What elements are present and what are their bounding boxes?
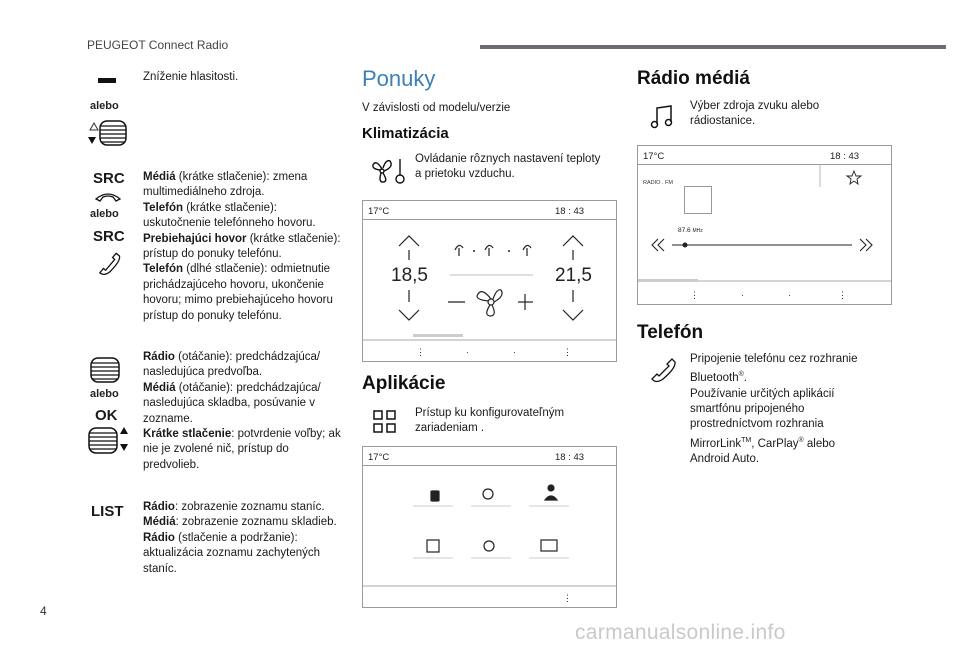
screen-temp: 17°C (368, 452, 390, 463)
svg-text:·: · (788, 290, 791, 300)
screen-temp: 17°C (368, 206, 390, 217)
src-button-label-2: SRC (93, 228, 125, 245)
svg-text:⋮: ⋮ (416, 347, 425, 357)
climate-fan-icon (370, 155, 410, 187)
apps-description: Prístup ku konfigurovateľným zariadeniam . (415, 407, 565, 435)
phone-icon (95, 250, 121, 276)
frequency-readout: 87.6 MHz (678, 227, 703, 234)
svg-text:⋮: ⋮ (690, 290, 699, 300)
ok-button-label: OK (95, 407, 118, 424)
or-label-3: alebo (90, 388, 119, 400)
screen-time: 18 : 43 (830, 151, 860, 162)
hang-up-icon (94, 189, 122, 203)
minus-icon (98, 78, 116, 84)
menus-subtitle: V závislosti od modelu/verzie (362, 102, 511, 114)
or-label: alebo (90, 100, 119, 112)
src-description: Médiá (krátke stlačenie): zmena multimediálneho zdroja. Telefón (krátke stlačenie): uskutočnenie telefónneho hovoru. Prebiehajúci hovor (krátke stlačenie): prístup do ponuky telefónu. Telefón (dlhé stlačenie): odmietnutie prichádzajúceho hovoru, ukončenie hovoru; mimo prebiehajúceho hovoru prístup do ponuky telefónu. (143, 171, 341, 322)
menus-title: Ponuky (362, 66, 436, 91)
apps-tiles[interactable] (363, 466, 616, 608)
svg-text:⋮: ⋮ (563, 347, 572, 357)
climate-description: Ovládanie rôznych nastavení teploty a prietoku vzduchu. (415, 153, 601, 181)
apps-grid-icon (373, 410, 397, 434)
radio-media-description: Výber zdroja zvuku alebo rádiostanice. (690, 100, 820, 128)
header-rule (480, 45, 946, 49)
right-setpoint: 21,5 (555, 265, 592, 286)
ok-description: Rádio (otáčanie): predchádzajúca/ nasledujúca predvoľba. Médiá (otáčanie): predchádzajúca/ nasledujúca skladba, posúvanie v zozname. Krátke stlačenie: potvrdenie voľby; ak nie je zvolené nič, prístup do predvolieb. (143, 351, 341, 471)
phone-heading: Telefón (637, 322, 704, 343)
page-number: 4 (40, 604, 47, 618)
climate-heading: Klimatizácia (362, 125, 449, 142)
apps-heading: Aplikácie (362, 373, 446, 394)
watermark: carmanualsonline.info (575, 621, 786, 644)
svg-text:⋮: ⋮ (563, 593, 572, 603)
apps-screen (362, 446, 617, 608)
screen-time: 18 : 43 (555, 452, 585, 463)
scroll-wheel-icon (88, 355, 122, 385)
page-header-title: PEUGEOT Connect Radio (87, 38, 229, 52)
or-label-2: alebo (90, 208, 119, 220)
radio-controls[interactable] (638, 165, 891, 305)
volume-down-text: Zníženie hlasitosti. (143, 71, 239, 83)
svg-text:·: · (741, 290, 744, 300)
scroll-wheel-down-icon (86, 118, 130, 148)
climate-controls[interactable] (363, 220, 616, 362)
src-button-label: SRC (93, 170, 125, 187)
screen-temp: 17°C (643, 151, 665, 162)
svg-text:·: · (466, 347, 469, 357)
list-button-label: LIST (91, 503, 124, 520)
radio-screen (637, 145, 892, 305)
left-setpoint: 18,5 (391, 265, 428, 286)
scroll-wheel-updown-icon (86, 425, 132, 457)
svg-text:·: · (513, 347, 516, 357)
svg-text:⋮: ⋮ (838, 290, 847, 300)
phone-handset-icon (648, 355, 676, 383)
list-description: Rádio: zobrazenie zoznamu staníc. Médiá: zobrazenie zoznamu skladieb. Rádio (stlačenie a podržanie): aktualizácia zoznamu zachytených staníc. (143, 501, 337, 575)
radio-band-label: RADIO . FM (643, 180, 673, 186)
climate-screen (362, 200, 617, 362)
screen-time: 18 : 43 (555, 206, 585, 217)
radio-media-heading: Rádio médiá (637, 68, 750, 89)
phone-description: Pripojenie telefónu cez rozhranie Bluetooth®. Používanie určitých aplikácií smartfónu pripojeného prostredníctvom rozhrania MirrorLink™, CarPlay® alebo Android Auto. (690, 353, 858, 466)
music-note-icon (650, 104, 674, 130)
